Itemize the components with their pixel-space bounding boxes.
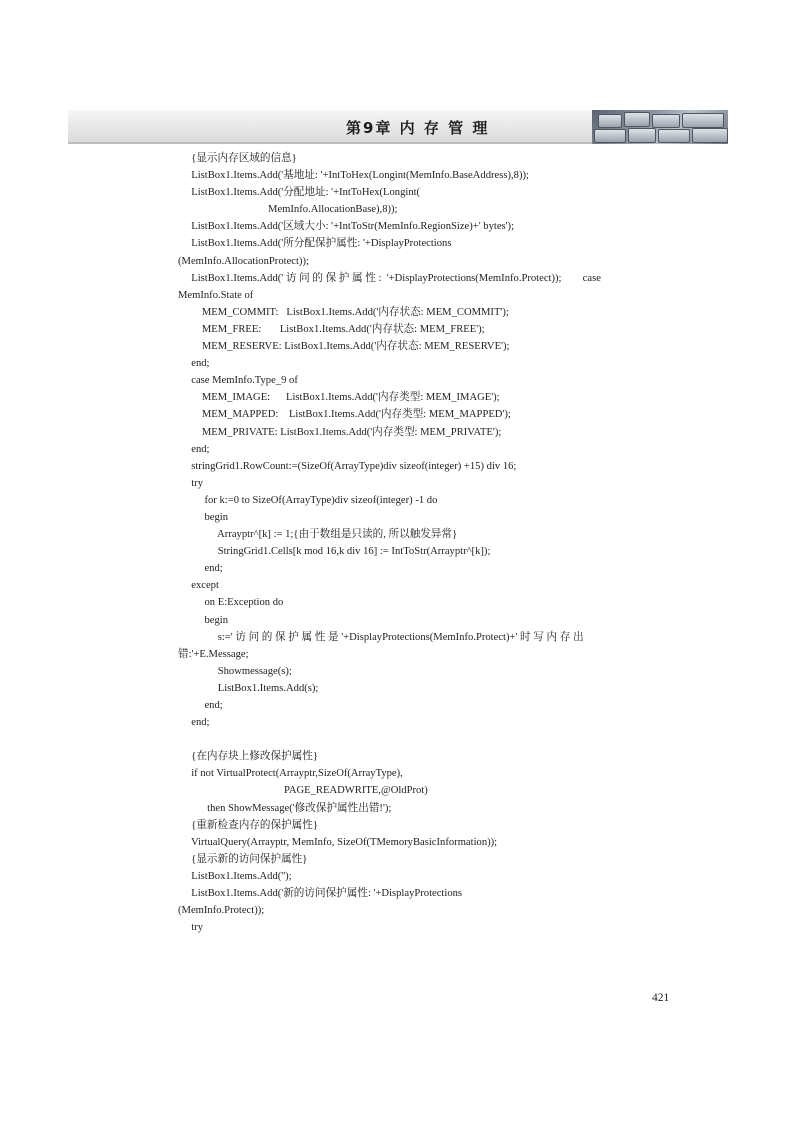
code-line: StringGrid1.Cells[k mod 16,k div 16] := IntToStr(Arrayptr^[k]); <box>178 546 491 558</box>
code-line: except <box>178 580 219 592</box>
code-line: MEM_COMMIT: ListBox1.Items.Add('内存状态: MEM_COMMIT'); <box>178 306 509 318</box>
code-line: Showmessage(s); <box>178 665 292 677</box>
code-line: Arrayptr^[k] := 1;{由于数组是只读的, 所以触发异常} <box>178 529 458 541</box>
code-line: MEM_FREE: ListBox1.Items.Add('内存状态: MEM_FREE'); <box>178 323 485 335</box>
code-line: stringGrid1.RowCount:=(SizeOf(ArrayType)div sizeof(integer) +15) div 16; <box>178 460 517 472</box>
code-line: ListBox1.Items.Add('所分配保护属性: '+DisplayProtections <box>178 238 452 250</box>
code-line: ListBox1.Items.Add(' 访 问 的 保 护 属 性 : '+DisplayProtections(MemInfo.Protect)); case <box>178 272 601 284</box>
code-line: (MemInfo.AllocationProtect)); <box>178 255 309 267</box>
code-line <box>178 731 678 748</box>
keyboard-image <box>592 110 728 144</box>
code-line: s:=' 访 问 的 保 护 属 性 是 '+DisplayProtections(MemInfo.Protect)+' 时 写 内 存 出 <box>178 631 584 643</box>
code-line: if not VirtualProtect(Arrayptr,SizeOf(ArrayType), <box>178 768 403 780</box>
code-line: {重新检查内存的保护属性} <box>178 819 318 831</box>
code-line: end; <box>178 717 210 729</box>
code-line: end; <box>178 358 210 370</box>
code-line: ListBox1.Items.Add('新的访问保护属性: '+DisplayProtections <box>178 888 463 900</box>
page-number: 421 <box>652 992 670 1004</box>
code-line: MEM_RESERVE: ListBox1.Items.Add('内存状态: MEM_RESERVE'); <box>178 341 510 353</box>
code-line: begin <box>178 511 229 523</box>
code-line: case MemInfo.Type_9 of <box>178 375 298 387</box>
code-line: then ShowMessage('修改保护属性出错!'); <box>178 802 392 814</box>
code-line: {显示内存区域的信息} <box>178 153 297 164</box>
code-line: MEM_MAPPED: ListBox1.Items.Add('内存类型: MEM_MAPPED'); <box>178 409 511 421</box>
code-line: MEM_PRIVATE: ListBox1.Items.Add('内存类型: MEM_PRIVATE'); <box>178 426 502 438</box>
code-line: {在内存块上修改保护属性} <box>178 751 318 763</box>
code-line: MemInfo.AllocationBase),8)); <box>178 204 398 216</box>
code-line: PAGE_READWRITE,@OldProt) <box>178 785 428 797</box>
code-listing <box>178 150 678 936</box>
code-line: VirtualQuery(Arrayptr, MemInfo, SizeOf(TMemoryBasicInformation)); <box>178 836 498 848</box>
code-line: end; <box>178 443 210 455</box>
code-line: begin <box>178 614 229 626</box>
code-line: (MemInfo.Protect)); <box>178 905 265 917</box>
code-line: 错:'+E.Message; <box>178 648 249 660</box>
code-line: ListBox1.Items.Add(''); <box>178 870 292 882</box>
code-line: {显示新的访问保护属性} <box>178 853 308 865</box>
code-line: ListBox1.Items.Add(s); <box>178 682 319 694</box>
code-line: MemInfo.State of <box>178 289 254 301</box>
code-line: ListBox1.Items.Add('分配地址: '+IntToHex(Longint( <box>178 187 421 199</box>
code-line: try <box>178 477 204 489</box>
code-line: end; <box>178 563 223 575</box>
code-line: ListBox1.Items.Add('基地址: '+IntToHex(Longint(MemInfo.BaseAddress),8)); <box>178 170 529 182</box>
code-line: end; <box>178 700 223 711</box>
code-line: MEM_IMAGE: ListBox1.Items.Add('内存类型: MEM_IMAGE'); <box>178 392 500 404</box>
code-line: on E:Exception do <box>178 597 284 609</box>
code-line: for k:=0 to SizeOf(ArrayType)div sizeof(integer) -1 do <box>178 494 438 506</box>
code-line: try <box>178 922 204 934</box>
chapter-title: 第9章 内 存 管 理 <box>346 119 490 137</box>
code-line: ListBox1.Items.Add('区域大小: '+IntToStr(MemInfo.RegionSize)+' bytes'); <box>178 221 515 233</box>
